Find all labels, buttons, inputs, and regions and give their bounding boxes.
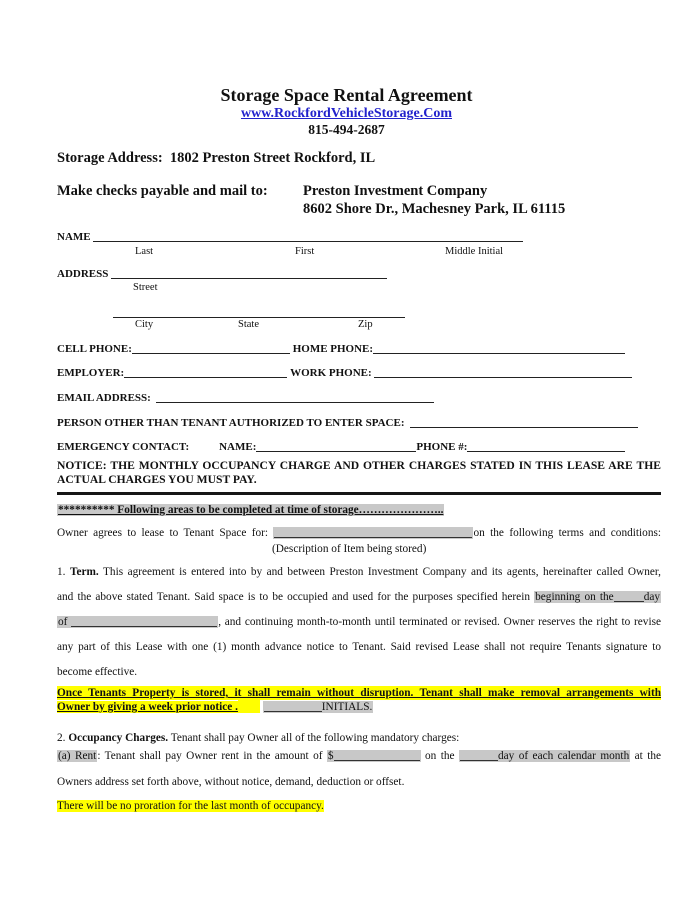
term-day-blank	[614, 590, 644, 602]
notice-line2: ACTUAL CHARGES YOU MUST PAY.	[57, 473, 257, 486]
page-title: Storage Space Rental Agreement	[220, 85, 473, 105]
email-label: EMAIL ADDRESS:	[57, 392, 151, 404]
sub-zip: Zip	[358, 319, 373, 330]
phone-number: 815-494-2687	[308, 122, 385, 137]
term-month-blank	[71, 615, 217, 627]
rent-amount-blank	[334, 749, 420, 761]
owner-agrees-line: Owner agrees to lease to Tenant Space for: on the following terms and conditions:	[57, 527, 662, 539]
sub-city: City	[135, 319, 154, 330]
employer-blank	[124, 367, 287, 378]
home-phone-blank	[373, 343, 625, 354]
description-caption: (Description of Item being stored)	[272, 543, 427, 555]
term-line2: and the above stated Tenant. Said space is to be occupied and used for the purposes specified herein beginning on the day	[57, 591, 661, 603]
sub-state: State	[238, 319, 259, 330]
name-sub-middle: Middle Initial	[445, 246, 504, 257]
emergency-name-blank	[256, 441, 416, 452]
cell-phone-label: CELL PHONE:	[57, 343, 132, 355]
proration-line: There will be no proration for the last month of occupancy.	[57, 800, 324, 812]
space-description-blank	[274, 526, 472, 538]
payee-address: 8602 Shore Dr., Machesney Park, IL 61115	[303, 201, 566, 217]
authorized-person-label: PERSON OTHER THAN TENANT AUTHORIZED TO ENTER SPACE:	[57, 417, 405, 429]
rent-day-blank	[460, 749, 498, 761]
term-line5: become effective.	[57, 666, 138, 678]
city-state-zip-blank	[113, 307, 405, 318]
name-label: NAME	[57, 231, 91, 243]
removal-clause-line2: Owner by giving a week prior notice . INITIALS.	[57, 701, 373, 713]
address-label: ADDRESS	[57, 268, 109, 280]
authorized-person-blank	[410, 417, 638, 428]
cell-phone-blank	[132, 343, 290, 354]
employer-label: EMPLOYER:	[57, 367, 125, 379]
payee-name: Preston Investment Company	[303, 183, 488, 199]
name-sub-last: Last	[135, 246, 154, 257]
email-blank	[156, 392, 434, 403]
initials-label: INITIALS.	[321, 701, 373, 713]
authorized-person-row	[57, 416, 638, 430]
occupancy-heading-line: 2. Occupancy Charges. Tenant shall pay Owner all of the following mandatory charges:	[57, 732, 460, 744]
rent-line: (a) Rent: Tenant shall pay Owner rent in the amount of $ on the day of each calendar month at the	[58, 750, 662, 762]
owners-address-line: Owners address set forth above, without notice, demand, deduction or offset.	[57, 776, 405, 788]
email-row	[57, 391, 434, 405]
website-link[interactable]: www.RockfordVehicleStorage.Com	[240, 106, 452, 121]
term-line3: of , and continuing month-to-month until terminated or revised. Owner reserves the right to revise	[58, 616, 662, 628]
term-line4: any part of this Lease with one (1) month advance notice to Tenant. Said revised Lease shall not require Tenants signature to	[57, 641, 661, 653]
emergency-phone-label: PHONE #:	[416, 441, 468, 453]
phone-row	[57, 342, 625, 356]
name-sub-first: First	[295, 246, 315, 257]
home-phone-label: HOME PHONE:	[292, 343, 374, 355]
work-phone-blank	[374, 367, 632, 378]
emergency-contact-label: EMERGENCY CONTACT:	[57, 441, 190, 453]
emergency-phone-blank	[467, 441, 625, 452]
notice-line1: NOTICE: THE MONTHLY OCCUPANCY CHARGE AND OTHER CHARGES STATED IN THIS LEASE ARE THE	[57, 459, 661, 472]
emergency-contact-row	[57, 440, 625, 454]
notice-divider-rule	[57, 492, 661, 495]
initials-blank	[264, 700, 322, 712]
employer-row	[57, 366, 632, 380]
name-row	[57, 230, 523, 244]
emergency-name-label: NAME:	[219, 441, 257, 453]
address-blank	[111, 268, 387, 279]
removal-clause-line1: Once Tenants Property is stored, it shall remain without disruption. Tenant shall make removal arrangements with	[57, 687, 661, 699]
section-marker: ********** Following areas to be completed at time of storage…………………..	[58, 504, 444, 516]
name-blank	[93, 231, 523, 242]
checks-payable-label: Make checks payable and mail to:	[57, 183, 268, 199]
work-phone-label: WORK PHONE:	[290, 367, 372, 379]
address-row	[57, 267, 387, 281]
term-line1: 1. Term. This agreement is entered into by and between Preston Investment Company and its agents, hereinafter called Owner,	[57, 566, 662, 578]
storage-address-line: Storage Address: 1802 Preston Street Rockford, IL	[57, 150, 376, 166]
address-sub-street: Street	[133, 282, 158, 293]
